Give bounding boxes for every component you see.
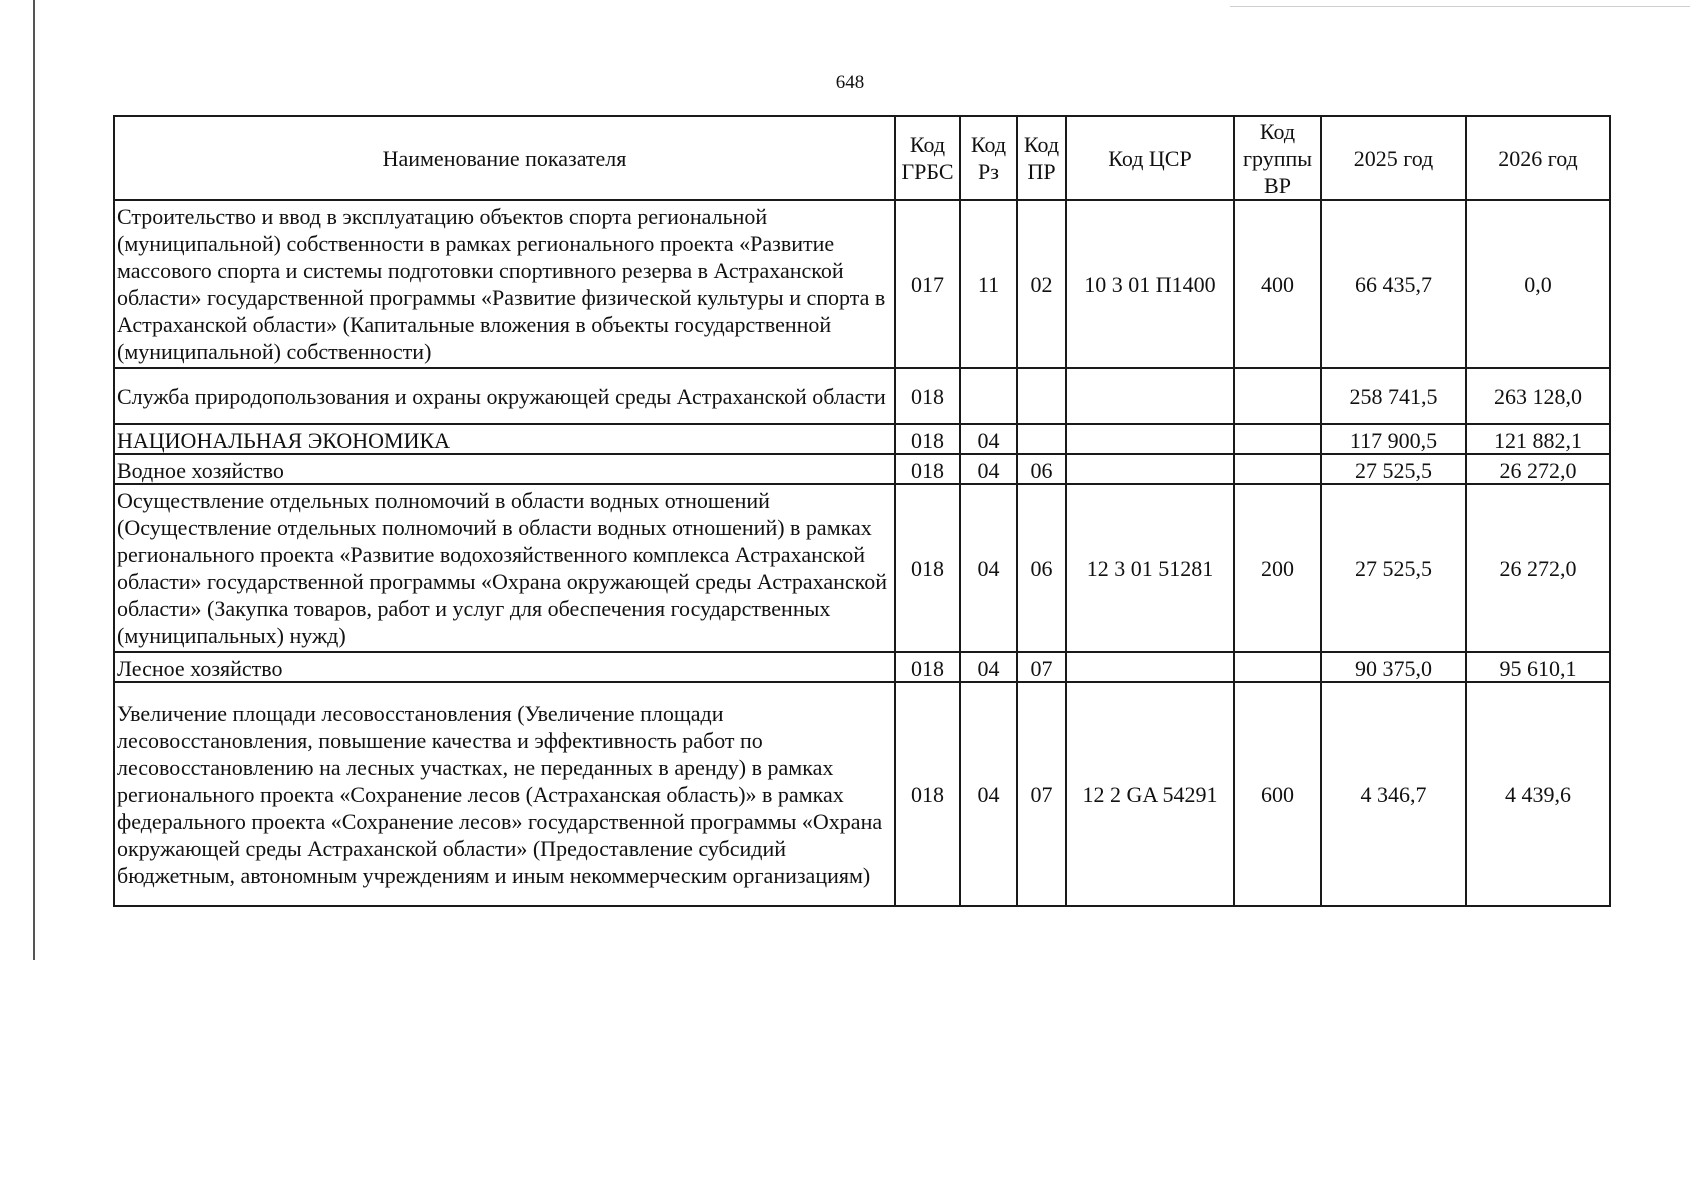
- row-vr: [1234, 368, 1321, 424]
- scan-edge-top: [1230, 6, 1690, 7]
- row-name: Осуществление отдельных полномочий в области водных отношений (Осуществление отдельных полномочий в области водных отношений) в рамках регионального проекта «Развитие водохозяйственного комплекса Астраханской области» государственной программы «Охрана окружающей среды Астраханской области» (Закупка товаров, работ и услуг для обеспечения государственных (муниципальных) нужд): [114, 484, 895, 652]
- row-pr: 07: [1017, 682, 1066, 906]
- row-amount-2026: 95 610,1: [1466, 652, 1610, 682]
- row-amount-2026: 121 882,1: [1466, 424, 1610, 454]
- row-rz: 04: [960, 652, 1017, 682]
- row-amount-2025: 117 900,5: [1321, 424, 1466, 454]
- row-name: Лесное хозяйство: [114, 652, 895, 682]
- row-csr: 10 3 01 П1400: [1066, 200, 1234, 368]
- row-amount-2025: 258 741,5: [1321, 368, 1466, 424]
- row-csr: 12 3 01 51281: [1066, 484, 1234, 652]
- row-name: Служба природопользования и охраны окружающей среды Астраханской области: [114, 368, 895, 424]
- row-rz: 04: [960, 454, 1017, 484]
- budget-table: [113, 115, 1611, 907]
- row-csr: 12 2 GA 54291: [1066, 682, 1234, 906]
- table-row: [114, 682, 1610, 906]
- table-row: [114, 424, 1610, 454]
- row-vr: 600: [1234, 682, 1321, 906]
- row-rz: 04: [960, 484, 1017, 652]
- table-row: [114, 368, 1610, 424]
- row-name: Строительство и ввод в эксплуатацию объектов спорта региональной (муниципальной) собственности в рамках регионального проекта «Развитие массового спорта и системы подготовки спортивного резерва в Астраханской области» государственной программы «Развитие физической культуры и спорта в Астраханской области» (Капитальные вложения в объекты государственной (муниципальной) собственности): [114, 200, 895, 368]
- row-amount-2026: 4 439,6: [1466, 682, 1610, 906]
- row-grbs: 018: [895, 484, 960, 652]
- row-csr: [1066, 454, 1234, 484]
- table-row: [114, 454, 1610, 484]
- row-pr: [1017, 424, 1066, 454]
- row-amount-2025: 66 435,7: [1321, 200, 1466, 368]
- row-amount-2025: 4 346,7: [1321, 682, 1466, 906]
- row-amount-2026: 26 272,0: [1466, 454, 1610, 484]
- row-grbs: 018: [895, 652, 960, 682]
- row-grbs: 018: [895, 454, 960, 484]
- row-vr: [1234, 424, 1321, 454]
- row-grbs: 018: [895, 368, 960, 424]
- table-row: [114, 200, 1610, 368]
- row-grbs: 018: [895, 682, 960, 906]
- header-indicator-name: Наименование показателя: [114, 116, 895, 200]
- header-rz-code: Код Рз: [960, 116, 1017, 200]
- row-amount-2026: 26 272,0: [1466, 484, 1610, 652]
- table-row: [114, 484, 1610, 652]
- row-pr: 07: [1017, 652, 1066, 682]
- header-csr-code: Код ЦСР: [1066, 116, 1234, 200]
- row-grbs: 017: [895, 200, 960, 368]
- row-amount-2025: 27 525,5: [1321, 484, 1466, 652]
- row-pr: 06: [1017, 454, 1066, 484]
- row-rz: [960, 368, 1017, 424]
- row-name: Водное хозяйство: [114, 454, 895, 484]
- header-vr-code: Код группы ВР: [1234, 116, 1321, 200]
- header-pr-code: Код ПР: [1017, 116, 1066, 200]
- row-amount-2026: 0,0: [1466, 200, 1610, 368]
- row-rz: 04: [960, 682, 1017, 906]
- row-amount-2025: 90 375,0: [1321, 652, 1466, 682]
- row-name: НАЦИОНАЛЬНАЯ ЭКОНОМИКА: [114, 424, 895, 454]
- row-pr: 06: [1017, 484, 1066, 652]
- table-row: [114, 652, 1610, 682]
- row-grbs: 018: [895, 424, 960, 454]
- scan-edge-left: [33, 0, 35, 960]
- row-vr: 200: [1234, 484, 1321, 652]
- row-vr: 400: [1234, 200, 1321, 368]
- row-pr: 02: [1017, 200, 1066, 368]
- header-row: [114, 116, 1610, 200]
- row-name: Увеличение площади лесовосстановления (Увеличение площади лесовосстановления, повышение качества и эффективность работ по лесовосстановлению на лесных участках, не переданных в аренду) в рамках регионального проекта «Сохранение лесов (Астраханская область)» в рамках федерального проекта «Сохранение лесов» государственной программы «Охрана окружающей среды Астраханской области» (Предоставление субсидий бюджетным, автономным учреждениям и иным некоммерческим организациям): [114, 682, 895, 906]
- row-rz: 04: [960, 424, 1017, 454]
- row-csr: [1066, 368, 1234, 424]
- row-csr: [1066, 652, 1234, 682]
- row-pr: [1017, 368, 1066, 424]
- row-amount-2025: 27 525,5: [1321, 454, 1466, 484]
- header-grbs-code: Код ГРБС: [895, 116, 960, 200]
- header-year-2025: 2025 год: [1321, 116, 1466, 200]
- row-rz: 11: [960, 200, 1017, 368]
- row-amount-2026: 263 128,0: [1466, 368, 1610, 424]
- row-vr: [1234, 652, 1321, 682]
- header-year-2026: 2026 год: [1466, 116, 1610, 200]
- page-number: 648: [835, 72, 865, 93]
- row-vr: [1234, 454, 1321, 484]
- row-csr: [1066, 424, 1234, 454]
